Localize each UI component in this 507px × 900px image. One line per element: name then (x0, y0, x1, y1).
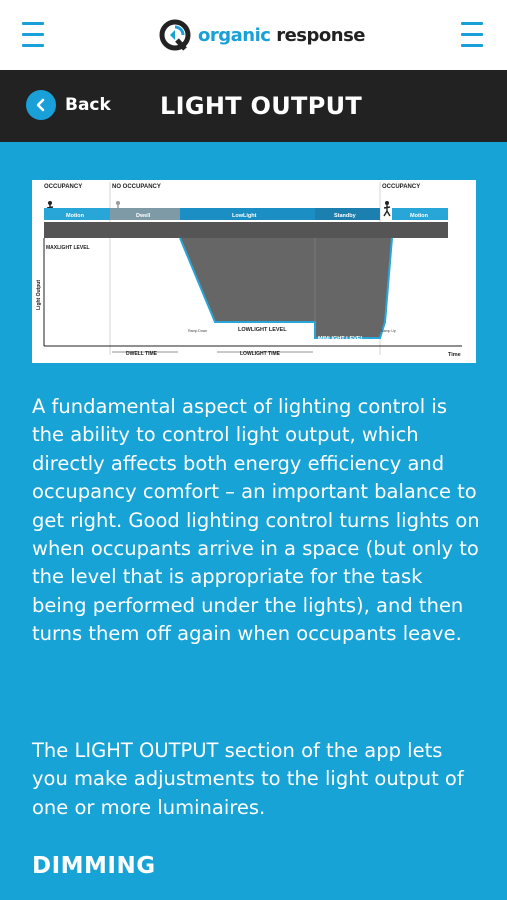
brand-name-part1: organic (198, 24, 271, 46)
phase-lowlight: LowLight (232, 213, 257, 219)
minlight-label: MINLIGHT LEVEL (318, 336, 364, 342)
y-axis-label: Light Output (36, 280, 42, 310)
dwell-time-label: DWELL TIME (126, 351, 158, 357)
organic-response-logo-icon (158, 18, 192, 52)
lowlight-time-label: LOWLIGHT TIME (240, 351, 280, 357)
intro-paragraph: A fundamental aspect of lighting control is the ability to control light output, which directly affects both energy efficiency and occupancy comfort – an important balance to get right. Good lighting control turns lights on when occupants arrive in a space (but only to the level that is appropriate for the task being performed under the lights), and then turns them off again when occupants leave. (32, 395, 480, 646)
dimming-heading: DIMMING (32, 853, 156, 879)
brand-name-part2: response (276, 24, 366, 46)
phase-motion-right: Motion (410, 213, 429, 219)
label-occupancy-right: OCCUPANCY (382, 184, 421, 190)
x-axis-label: Time (448, 352, 461, 358)
brand-name (198, 25, 365, 46)
light-output-diagram (32, 180, 476, 363)
maxlight-label: MAXLIGHT LEVEL (46, 245, 90, 251)
brand-logo (158, 18, 365, 52)
phase-standby: Standby (334, 213, 356, 219)
label-occupancy-left: OCCUPANCY (44, 184, 83, 190)
top-bar (0, 0, 507, 70)
title-bar (0, 70, 507, 142)
back-button[interactable] (26, 89, 111, 121)
light-output-description: The LIGHT OUTPUT section of the app lets you make adjustments to the light output of one or more luminaires. (32, 739, 464, 819)
hamburger-menu-icon[interactable] (22, 22, 44, 48)
label-no-occupancy: NO OCCUPANCY (112, 184, 161, 190)
hamburger-menu-icon-right[interactable] (461, 22, 483, 48)
page-title: LIGHT OUTPUT (160, 92, 363, 120)
chevron-left-icon (26, 90, 56, 120)
back-label: Back (65, 95, 111, 115)
ramp-down-label: Ramp Down (188, 329, 208, 333)
phase-dwell: Dwell (136, 213, 151, 219)
ramp-up-label: Ramp Up (381, 329, 396, 333)
lowlight-label: LOWLIGHT LEVEL (238, 327, 287, 333)
person-walking-icon-right (384, 201, 390, 216)
phase-motion: Motion (66, 213, 85, 219)
